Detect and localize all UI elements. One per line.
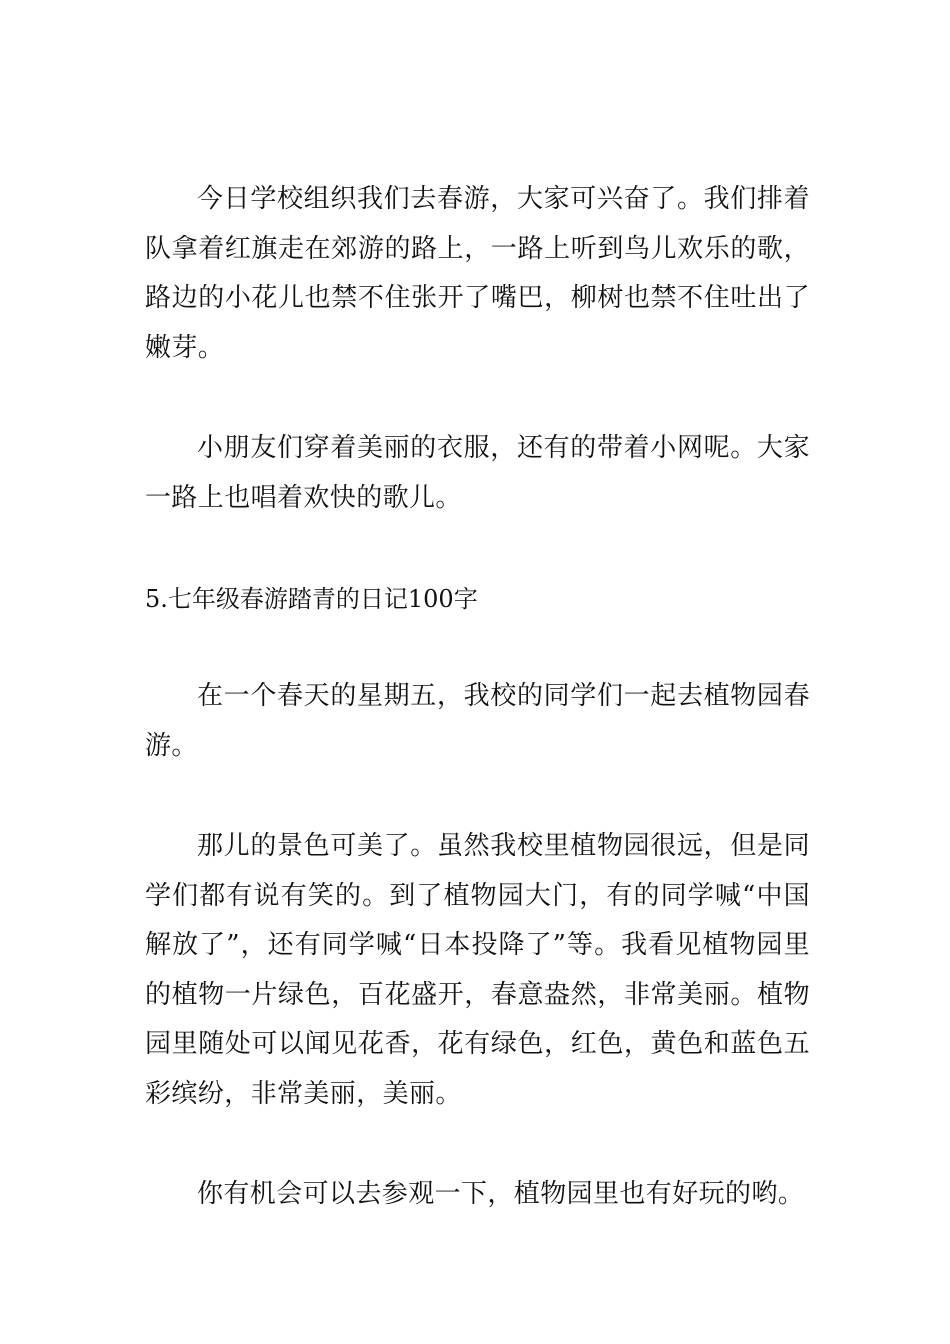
paragraph-children-clothes: 小朋友们穿着美丽的衣服，还有的带着小网呢。大家一路上也唱着欢快的歌儿。 xyxy=(145,433,810,513)
section-heading: 5.七年级春游踏青的日记100字 xyxy=(145,585,478,613)
paragraph-botanical-garden-trip: 在一个春天的星期五，我校的同学们一起去植物园春游。 xyxy=(145,681,810,761)
paragraph-invitation: 你有机会可以去参观一下，植物园里也有好玩的哟。 xyxy=(197,1179,805,1209)
paragraph-spring-outing: 今日学校组织我们去春游，大家可兴奋了。我们排着队拿着红旗走在郊游的路上，一路上听到鸟儿欢乐的歌，路边的小花儿也禁不住张开了嘴巴，柳树也禁不住吐出了嫩芽。 xyxy=(145,184,810,363)
paragraph-garden-scenery: 那儿的景色可美了。虽然我校里植物园很远，但是同学们都有说有笑的。到了植物园大门，有的同学喊“中国解放了”，还有同学喊“日本投降了”等。我看见植物园里的植物一片绿色，百花盛开，春意盎然，非常美丽。植物园里随处可以闻见花香，花有绿色，红色，黄色和蓝色五彩缤纷，非常美丽，美丽。 xyxy=(145,831,810,1109)
